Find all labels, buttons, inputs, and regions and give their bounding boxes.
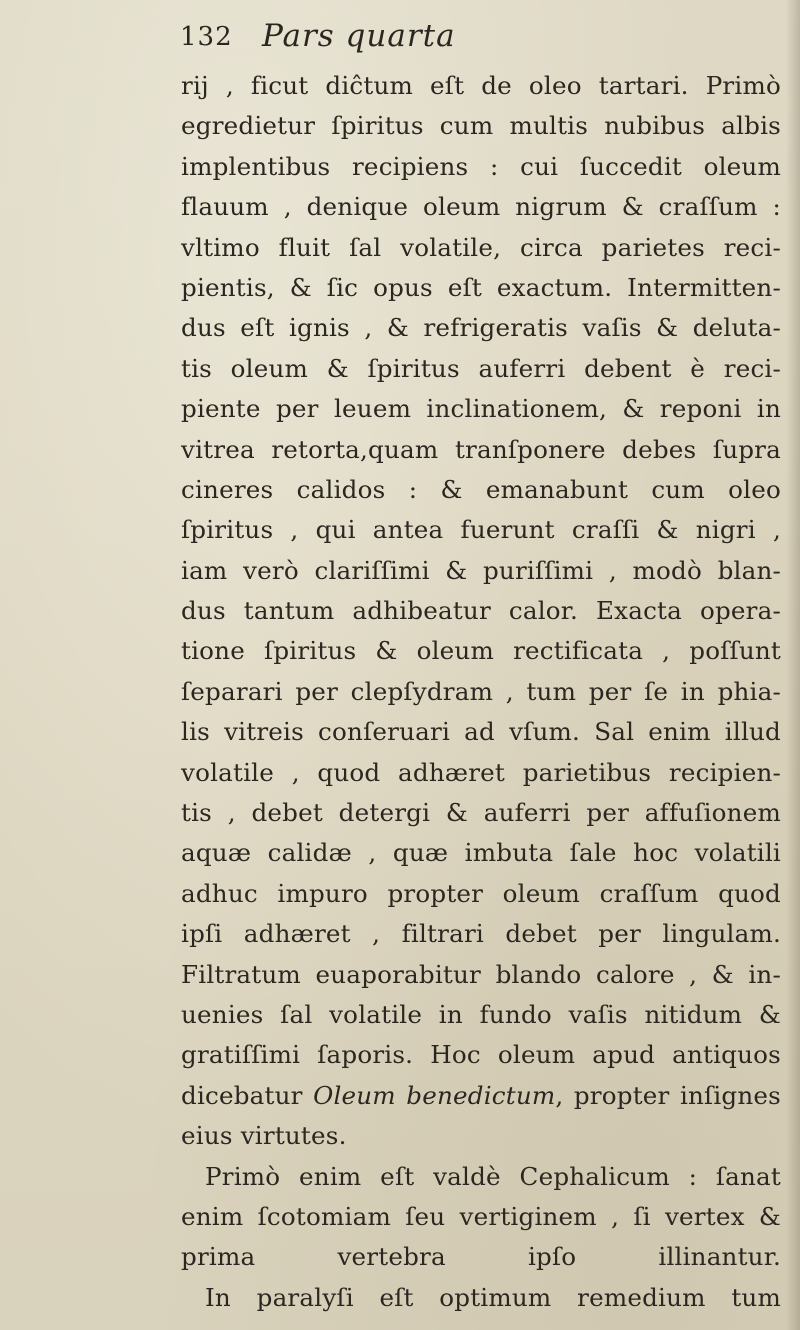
- text-line: enim ſcotomiam ſeu vertiginem , ſi vertex &: [181, 1201, 781, 1231]
- text-line: lis vitreis conſeruari ad vſum. Sal enim illud: [181, 717, 781, 747]
- text-line: volatile , quod adhæret parietibus recipien-: [181, 757, 781, 787]
- text-line: Primò enim eſt valdè Cephalicum : ſanat: [205, 1161, 781, 1191]
- text-line: aquæ calidæ , quæ imbuta ſale hoc volatili: [181, 838, 781, 868]
- text-line: rij , ficut diĉtum eſt de oleo tartari. Primò: [181, 71, 781, 100]
- body-text: [181, 66, 781, 1318]
- text-line: gratiſſimi ſaporis. Hoc oleum apud antiquos: [181, 1040, 781, 1070]
- page-edge-shadow: [786, 0, 800, 1330]
- text-line-pre: dicebatur: [181, 1080, 314, 1110]
- text-line: vitrea retorta,quam tranſponere debes ſupra: [181, 434, 781, 464]
- text-line: eius virtutes.: [181, 1121, 347, 1151]
- running-head: Pars quarta: [262, 18, 456, 54]
- text-line: ipſi adhæret , filtrari debet per lingulam.: [181, 919, 781, 949]
- text-line: prima vertebra ipſo illinantur.: [181, 1242, 781, 1272]
- text-line: dus eſt ignis , & refrigeratis vaſis & deluta-: [181, 313, 781, 343]
- text-line: flauum , denique oleum nigrum & craſſum :: [181, 192, 781, 222]
- text-line: Filtratum euaporabitur blando calore , & in-: [181, 959, 781, 989]
- text-line: In paralyſi eſt optimum remedium tum: [205, 1282, 781, 1312]
- text-line: vltimo fluit ſal volatile, circa parietes reci-: [181, 232, 781, 262]
- text-line: implentibus recipiens : cui ſuccedit oleum: [181, 151, 781, 181]
- text-line: egredietur ſpiritus cum multis nubibus albis: [181, 111, 781, 141]
- text-line: piente per leuem inclinationem, & reponi in: [181, 394, 781, 424]
- page-header: [180, 18, 760, 68]
- text-line: ſpiritus , qui antea fuerunt craſſi & nigri ,: [181, 515, 781, 545]
- text-line: tione ſpiritus & oleum rectificata , poſſunt: [181, 636, 781, 666]
- text-line-post: , propter inſignes: [555, 1080, 781, 1110]
- text-line: tis , debet detergi & auferri per affuſionem: [181, 798, 781, 828]
- text-line: cineres calidos : & emanabunt cum oleo: [181, 474, 781, 504]
- text-line: [181, 1076, 781, 1116]
- text-line: iam verò clariſſimi & puriſſimi , modò blan-: [181, 555, 781, 585]
- page-number: 132: [180, 22, 233, 52]
- text-line: ſeparari per clepſydram , tum per ſe in phia-: [181, 676, 781, 706]
- text-line: dus tantum adhibeatur calor. Exacta opera-: [181, 596, 781, 626]
- text-line: uenies ſal volatile in fundo vaſis nitidum &: [181, 999, 781, 1029]
- text-line: adhuc impuro propter oleum craſſum quod: [181, 878, 781, 908]
- text-line-italic: Oleum benedictum: [313, 1080, 556, 1110]
- text-line: pientis, & ſic opus eſt exactum. Intermitten-: [181, 272, 781, 302]
- text-line: tis oleum & ſpiritus auferri debent è reci-: [181, 353, 781, 383]
